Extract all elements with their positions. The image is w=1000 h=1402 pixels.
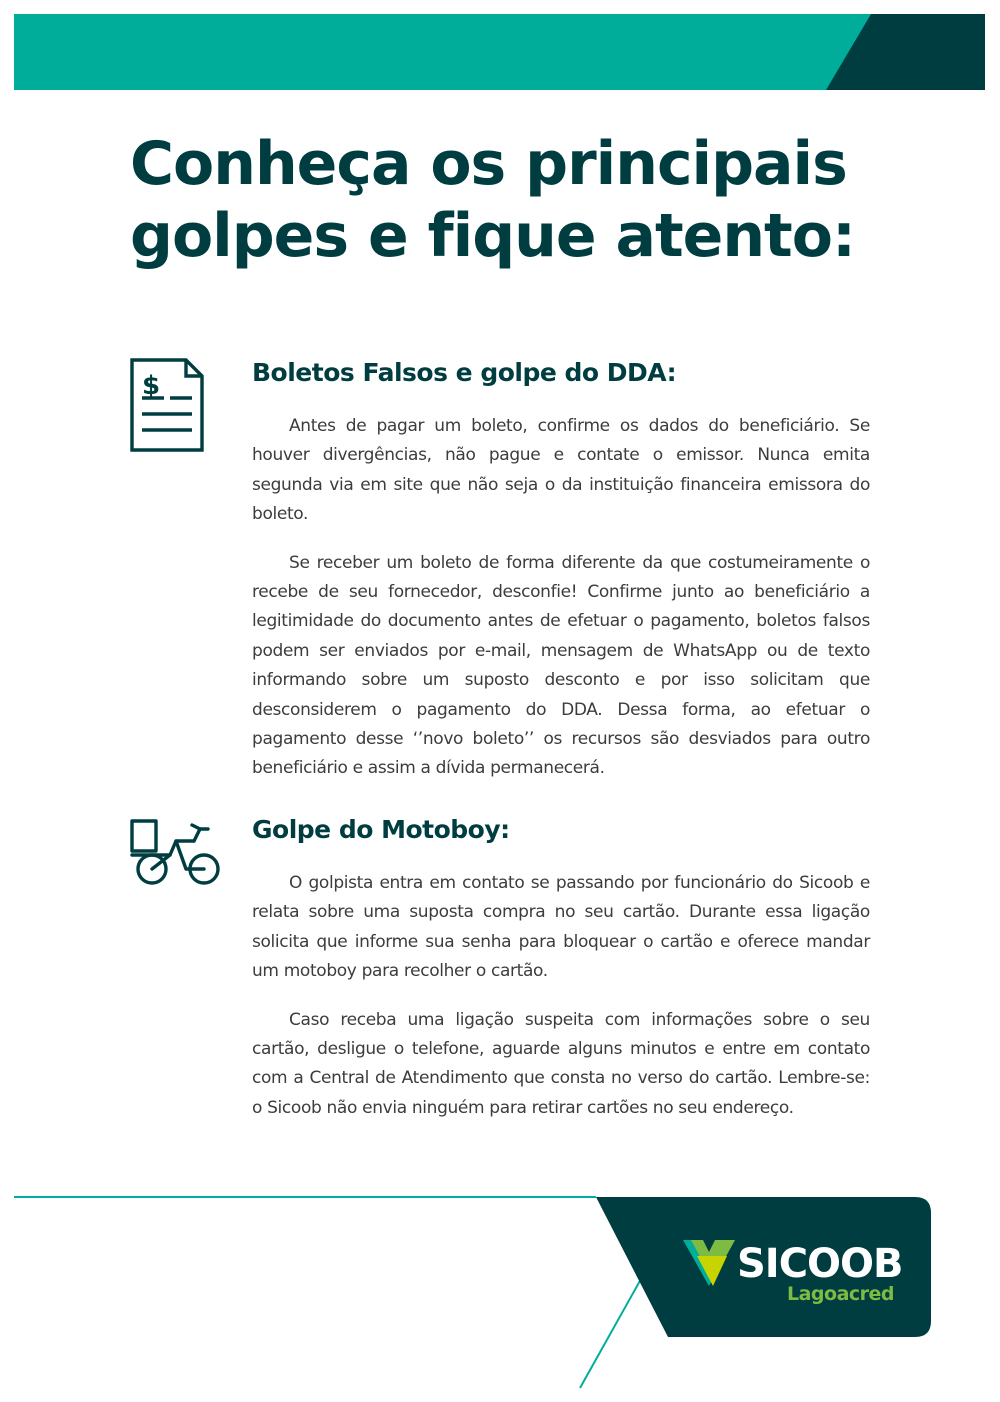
- brand-subname: Lagoacred: [787, 1283, 895, 1305]
- section-heading: Golpe do Motoboy:: [252, 815, 510, 844]
- title-line-2: golpes e fique atento:: [130, 201, 855, 271]
- paragraph: O golpista entra em contato se passando por funcionário do Sicoob e relata sobre uma suposta compra no seu cartão. Durante essa ligação solicita que informe sua senha para bloquear o cartão e oferece mandar um motoboy para recolher o cartão.: [252, 873, 870, 982]
- invoice-dollar-icon: [130, 358, 204, 452]
- paragraph: Antes de pagar um boleto, confirme os dados do beneficiário. Se houver divergências, não pague e contate o emissor. Nunca emita segunda via em site que não seja o da instituição financeira emissora do boleto.: [252, 416, 870, 525]
- top-banner: [14, 14, 985, 90]
- page-title: [130, 128, 930, 272]
- paragraph: Se receber um boleto de forma diferente da que costumeiramente o recebe de seu fornecedor, desconfie! Confirme junto ao beneficiário a legitimidade do documento antes de efetuar o pagamento, boletos falsos podem ser enviados por e-mail, mensagem de WhatsApp ou de texto informando sobre um suposto desconto e por isso solicitam que desconsiderem o pagamento do DDA. Dessa forma, ao efetuar o pagamento desse ‘’novo boleto’’ os recursos são desviados para outro beneficiário e assim a dívida permanecerá.: [252, 552, 870, 779]
- sicoob-logo-mark-icon: [683, 1240, 735, 1288]
- section-body: [252, 412, 870, 803]
- section-heading: Boletos Falsos e golpe do DDA:: [252, 358, 677, 387]
- paragraph: Caso receba uma ligação suspeita com informações sobre o seu cartão, desligue o telefone, aguarde alguns minutos e entre em contato com a Central de Atendimento que consta no verso do cartão. Lembre-se: o Sicoob não envia ninguém para retirar cartões no seu endereço.: [252, 1009, 870, 1118]
- svg-text:$: $: [142, 371, 161, 401]
- title-line-1: Conheça os principais: [130, 129, 847, 199]
- delivery-motorcycle-icon: [130, 817, 222, 887]
- section-body: [252, 869, 870, 1142]
- brand-name: SICOOB: [737, 1241, 903, 1287]
